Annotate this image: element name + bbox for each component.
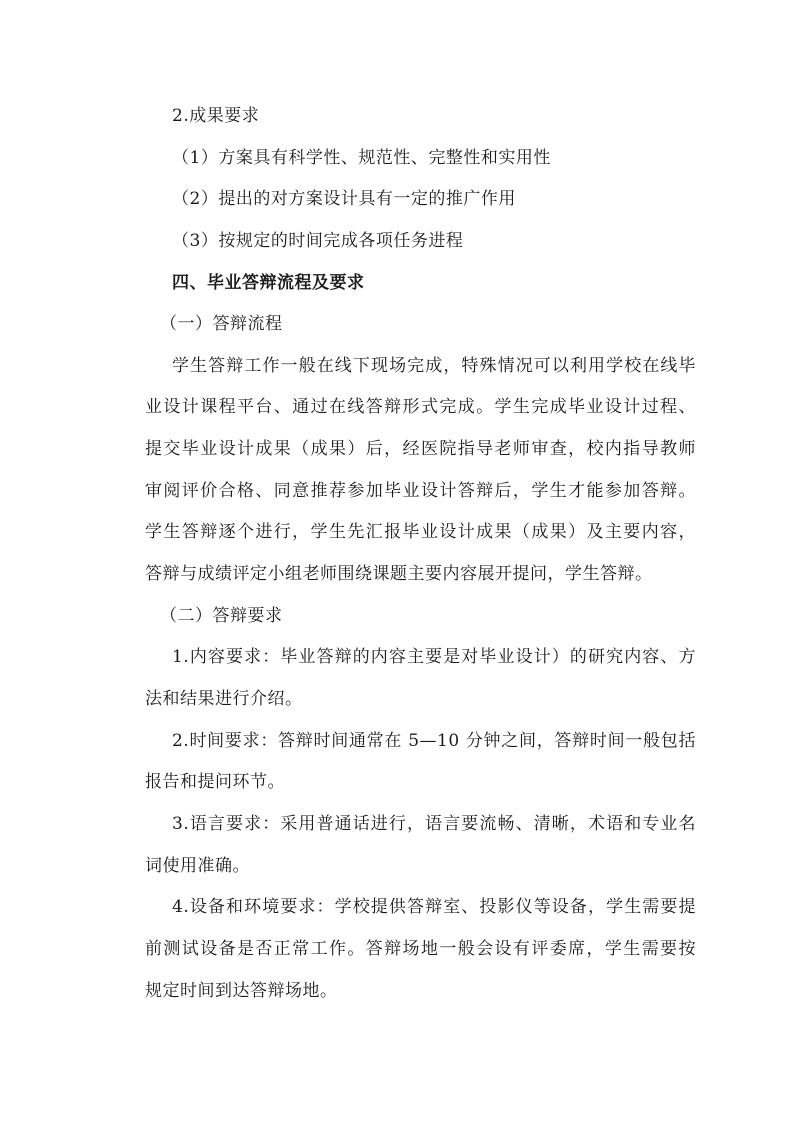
subsection-title-requirements: （二）答辩要求	[160, 606, 283, 626]
process-paragraph-line-3: 提交毕业设计成果（成果）后，经医院指导老师审查，校内指导教师	[145, 439, 696, 459]
process-paragraph-line-2: 业设计课程平台、通过在线答辩形式完成。学生完成毕业设计过程、	[145, 397, 696, 417]
section-title-outcomes: 2.成果要求	[172, 106, 260, 126]
requirement-content-line-2: 法和结果进行介绍。	[145, 689, 303, 709]
process-paragraph-line-6: 答辩与成绩评定小组老师围绕课题主要内容展开提问，学生答辩。	[145, 564, 653, 584]
requirement-content-line-1: 1.内容要求：毕业答辩的内容主要是对毕业设计）的研究内容、方	[172, 647, 696, 667]
outcome-item-3: （3）按规定的时间完成各项任务进程	[172, 231, 464, 251]
process-paragraph-line-5: 学生答辩逐个进行，学生先汇报毕业设计成果（成果）及主要内容，	[145, 522, 696, 542]
outcome-item-2: （2）提出的对方案设计具有一定的推广作用	[172, 189, 516, 209]
requirement-time-line-1: 2.时间要求：答辩时间通常在 5—10 分钟之间，答辩时间一般包括	[172, 731, 696, 751]
requirement-time-line-2: 报告和提问环节。	[145, 772, 285, 792]
process-paragraph-line-4: 审阅评价合格、同意推荐参加毕业设计答辩后，学生才能参加答辩。	[145, 481, 696, 501]
requirement-language-line-1: 3.语言要求：采用普通话进行，语言要流畅、清晰，术语和专业名	[172, 814, 696, 834]
requirement-equipment-line-1: 4.设备和环境要求：学校提供答辩室、投影仪等设备，学生需要提	[172, 897, 696, 917]
requirement-equipment-line-3: 规定时间到达答辩场地。	[145, 981, 338, 1001]
outcome-item-1: （1）方案具有科学性、规范性、完整性和实用性	[172, 148, 551, 168]
requirement-equipment-line-2: 前测试设备是否正常工作。答辩场地一般会设有评委席，学生需要按	[145, 939, 696, 959]
chapter-heading: 四、毕业答辩流程及要求	[172, 273, 365, 293]
requirement-language-line-2: 词使用准确。	[145, 856, 250, 876]
process-paragraph-line-1: 学生答辩工作一般在线下现场完成，特殊情况可以利用学校在线毕	[172, 356, 696, 376]
subsection-title-process: （一）答辩流程	[160, 314, 283, 334]
